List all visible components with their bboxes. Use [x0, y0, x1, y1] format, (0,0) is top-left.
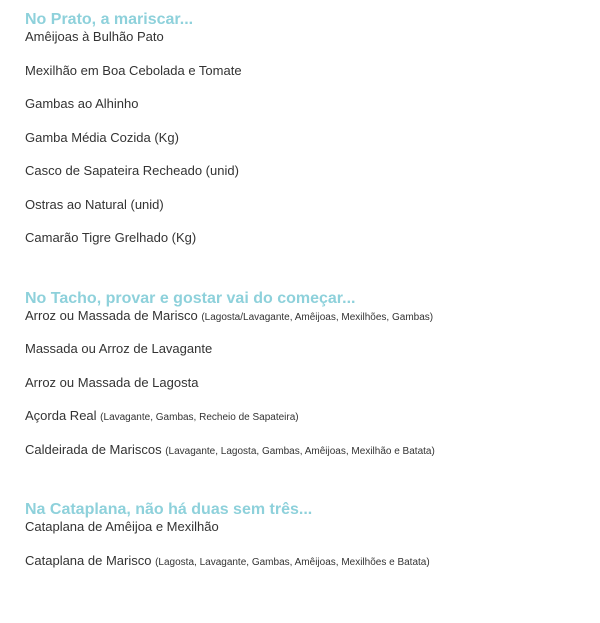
menu-item	[25, 409, 585, 443]
menu-section-no-prato	[25, 10, 585, 265]
section-title: Na Cataplana, não há duas sem três...	[25, 501, 313, 518]
menu-item	[25, 376, 585, 410]
item-name: Mexilhão em Boa Cebolada e Tomate	[25, 62, 242, 78]
item-name: Arroz ou Massada de Lagosta	[25, 374, 199, 390]
menu	[25, 10, 585, 587]
item-name: Arroz ou Massada de Marisco	[25, 307, 198, 323]
menu-item	[25, 97, 585, 131]
item-name: Cataplana de Amêijoa e Mexilhão	[25, 519, 219, 534]
item-detail: (Lavagante, Gambas, Recheio de Sapateira)	[100, 412, 299, 423]
item-name: Camarão Tigre Grelhado (Kg)	[25, 230, 197, 245]
menu-section-na-cataplana	[25, 500, 585, 587]
menu-item	[25, 131, 585, 165]
menu-section-no-tacho	[25, 289, 585, 477]
menu-item	[25, 231, 585, 265]
menu-item	[25, 198, 585, 232]
item-name: Amêijoas à Bulhão Pato	[25, 29, 164, 44]
item-name: Açorda Real	[25, 408, 97, 423]
item-name: Casco de Sapateira Recheado (unid)	[25, 163, 239, 178]
menu-item	[25, 554, 585, 588]
item-name: Caldeirada de Mariscos	[25, 441, 162, 457]
menu-item	[25, 164, 585, 198]
item-list	[25, 309, 585, 477]
item-detail: (Lagosta/Lavagante, Amêijoas, Mexilhões, Gambas)	[201, 311, 434, 323]
menu-item	[25, 520, 585, 554]
item-name: Massada ou Arroz de Lavagante	[25, 341, 213, 356]
item-name: Gambas ao Alhinho	[25, 96, 139, 111]
section-title: No Prato, a mariscar...	[25, 11, 194, 28]
menu-item	[25, 64, 585, 98]
item-name: Gamba Média Cozida (Kg)	[25, 129, 179, 145]
item-detail: (Lavagante, Lagosta, Gambas, Amêijoas, Mexilhão e Batata)	[165, 445, 435, 457]
item-name: Cataplana de Marisco	[25, 552, 152, 568]
item-list	[25, 30, 585, 265]
menu-item	[25, 342, 585, 376]
menu-item	[25, 30, 585, 64]
section-title: No Tacho, provar e gostar vai do começar...	[25, 289, 356, 307]
menu-item	[25, 309, 585, 343]
item-name: Ostras ao Natural (unid)	[25, 196, 164, 212]
menu-item	[25, 443, 585, 477]
item-detail: (Lagosta, Lavagante, Gambas, Amêijoas, Mexilhões e Batata)	[155, 556, 430, 568]
item-list	[25, 520, 585, 587]
